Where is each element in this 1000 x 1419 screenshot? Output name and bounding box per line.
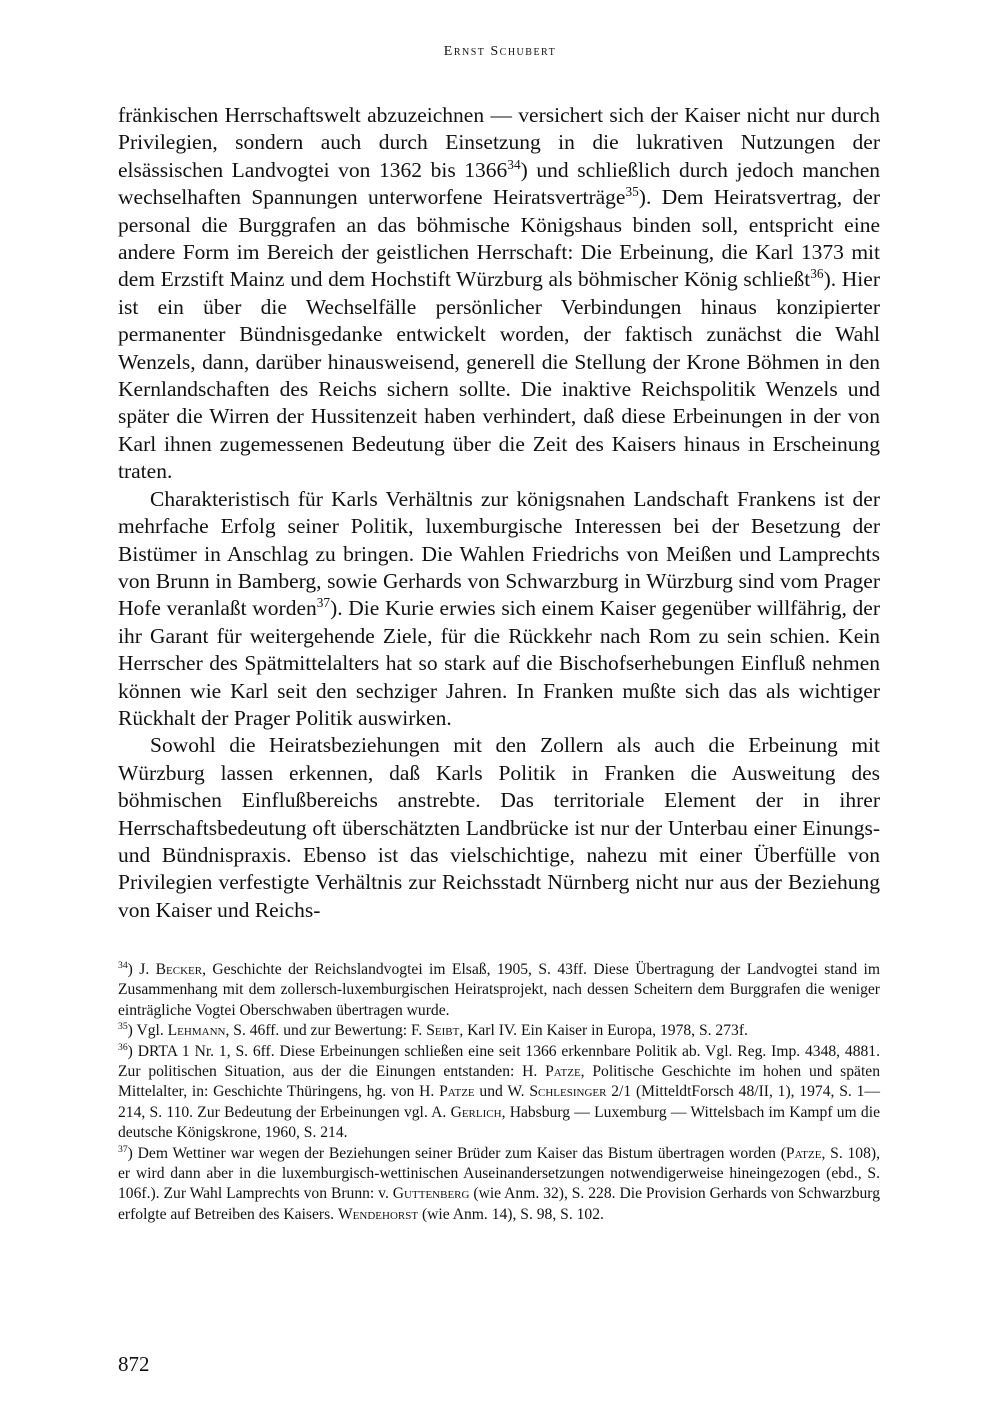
- text-segment: ) Dem Wettiner war wegen der Beziehungen seiner Brüder zum Kaiser das Bistum übertragen worden (: [127, 1144, 786, 1162]
- text-segment: , Politische Geschichte im hohen und späten Mittelalter, in: Geschichte Thüringens, hg. von H.: [118, 1063, 880, 1101]
- author-name: Guttenberg: [392, 1185, 470, 1203]
- main-text: [118, 102, 880, 924]
- footnote-marker: 34: [118, 960, 128, 972]
- author-name: Wendehorst: [337, 1205, 419, 1223]
- footnote: [118, 1021, 880, 1041]
- author-name: Schlesinger: [529, 1083, 607, 1101]
- text-segment: fränkischen Herrschaftswelt abzuzeichnen — versichert sich der Kaiser nicht nur durch Privilegien, sondern auch durch Einsetzung in die lukrativen Nutzungen der elsässischen Landvogtei von 1362 bis 1366: [118, 103, 880, 182]
- text-segment: ) DRTA 1 Nr. 1, S. 6ff. Diese Erbeinungen schließen eine seit 1366 erkennbare Politik ab. Vgl. Reg. Imp. 4348, 4881. Zur politischen Situation, aus der die Einungen entstanden: H.: [118, 1042, 880, 1081]
- text-segment: (wie Anm. 32), S. 228. Die Provision Gerhards von Schwarzburg erfolgte auf Betreiben des Kaisers.: [118, 1185, 880, 1223]
- author-name: Lehmann: [167, 1022, 226, 1040]
- author-name: Patze: [439, 1083, 475, 1101]
- author-name: Patze: [545, 1063, 581, 1081]
- author-name: Gerlich: [450, 1103, 502, 1121]
- footnote-marker: 36: [810, 266, 824, 282]
- running-title: Ernst Schubert: [443, 44, 557, 59]
- author-name: Seibt: [426, 1022, 460, 1040]
- footnote: [118, 960, 880, 1021]
- text-segment: (wie Anm. 14), S. 98, S. 102.: [418, 1205, 604, 1223]
- text-segment: ) J.: [127, 961, 156, 978]
- body-paragraph: [118, 102, 880, 486]
- text-segment: ). Hier ist ein über die Wechselfälle persönlicher Verbindungen hinaus konzipierter permanenter Bündnisgedanke entwickelt worden, der faktisch zunächst die Wahl Wenzels, dann, darüber hinausweisend, generell die Stellung der Krone Böhmen in den Kernlandschaften des Reichs sichern sollte. Die inaktive Reichspolitik Wenzels und später die Wirren der Hussitenzeit haben verhindert, daß diese Erbeinungen in der von Karl ihnen zugemessenen Bedeutung über die Zeit des Kaisers hinaus in Erscheinung traten.: [118, 267, 880, 484]
- body-paragraph: [118, 486, 880, 733]
- body-paragraph: [118, 732, 880, 924]
- footnote-marker: 34: [507, 156, 521, 172]
- author-name: Becker: [155, 961, 203, 978]
- text-segment: ). Die Kurie erwies sich einem Kaiser gegenüber willfährig, der ihr Garant für weitergehende Ziele, für die Rückkehr nach Rom zu sein schien. Kein Herrscher des Spätmittelalters hat so stark auf die Bischofserhebungen Einfluß nehmen können wie Karl seit den sechziger Jahren. In Franken mußte sich das als wichtiger Rückhalt der Prager Politik auswirken.: [118, 596, 880, 730]
- text-segment: Charakteristisch für Karls Verhältnis zur königsnahen Landschaft Frankens ist der mehrfache Erfolg seiner Politik, luxemburgische Interessen bei der Besetzung der Bistümer in Anschlag zu bringen. Die Wahlen Friedrichs von Meißen und Lamprechts von Brunn in Bamberg, sowie Gerhards von Schwarzburg in Würzburg sind vom Prager Hofe veranlaßt worden: [118, 486, 880, 621]
- footnote-marker: 35: [118, 1021, 128, 1033]
- text-segment: 2/1 (MitteldtForsch 48/II, 1), 1974, S. 1—214, S. 110. Zur Bedeutung der Erbeinungen vgl. A.: [118, 1083, 880, 1121]
- footnote-marker: 36: [118, 1041, 128, 1053]
- text-segment: ) Vgl.: [127, 1022, 168, 1040]
- footnote: [118, 1042, 880, 1144]
- footnote-marker: 37: [118, 1143, 128, 1155]
- text-segment: und W.: [474, 1083, 530, 1101]
- text-segment: ). Dem Heiratsvertrag, der personal die Burggrafen an das böhmische Königshaus binden soll, entspricht eine andere Form im Bereich der geistlichen Herrschaft: Die Erbeinung, die Karl 1373 mit dem Erzstift Mainz und dem Hochstift Würzburg als böhmischer König schließt: [118, 185, 881, 292]
- footnote: [118, 1144, 880, 1226]
- footnotes: [118, 960, 880, 1225]
- running-header: [0, 44, 1000, 60]
- text-segment: , S. 108), er wird dann aber in die luxemburgisch-wettinischen Auseinandersetzungen notwendigerweise hineingezogen (ebd., S. 106f.). Zur Wahl Lamprechts von Brunn: v.: [118, 1144, 880, 1203]
- text-segment: ) und schließlich durch jedoch manchen wechselhaften Spannungen unterworfene Heiratsverträge: [118, 157, 880, 210]
- author-name: Patze: [785, 1144, 822, 1162]
- text-segment: , Karl IV. Ein Kaiser in Europa, 1978, S. 273f.: [459, 1022, 748, 1040]
- footnote-marker: 35: [625, 184, 639, 200]
- footnote-marker: 37: [316, 595, 331, 611]
- text-segment: , S. 46ff. und zur Bewertung: F.: [225, 1022, 427, 1040]
- text-segment: , Habsburg — Luxemburg — Wittelsbach im Kampf um die deutsche Königskrone, 1960, S. 214.: [118, 1103, 880, 1142]
- page-number: 872: [118, 1352, 150, 1376]
- text-segment: Sowohl die Heiratsbeziehungen mit den Zollern als auch die Erbeinung mit Würzburg lassen erkennen, daß Karls Politik in Franken die Ausweitung des böhmischen Einflußbereichs anstrebte. Das territoriale Element der in ihrer Herrschaftsbedeutung oft überschätzten Landbrücke ist nur der Unterbau einer Einungs- und Bündnispraxis. Ebenso ist das vielschichtige, nahezu mit einer Überfülle von Privilegien verfestigte Verhältnis zur Reichsstadt Nürnberg nicht nur aus der Beziehung von Kaiser und Reichs-: [118, 733, 880, 922]
- text-segment: , Geschichte der Reichslandvogtei im Elsaß, 1905, S. 43ff. Diese Übertragung der Landvogtei stand im Zusammenhang mit dem zollersch-luxemburgischen Heiratsprojekt, nach dessen Scheitern dem Burggrafen die weniger einträgliche Vogtei Oberschwaben übertragen wurde.: [118, 961, 880, 1019]
